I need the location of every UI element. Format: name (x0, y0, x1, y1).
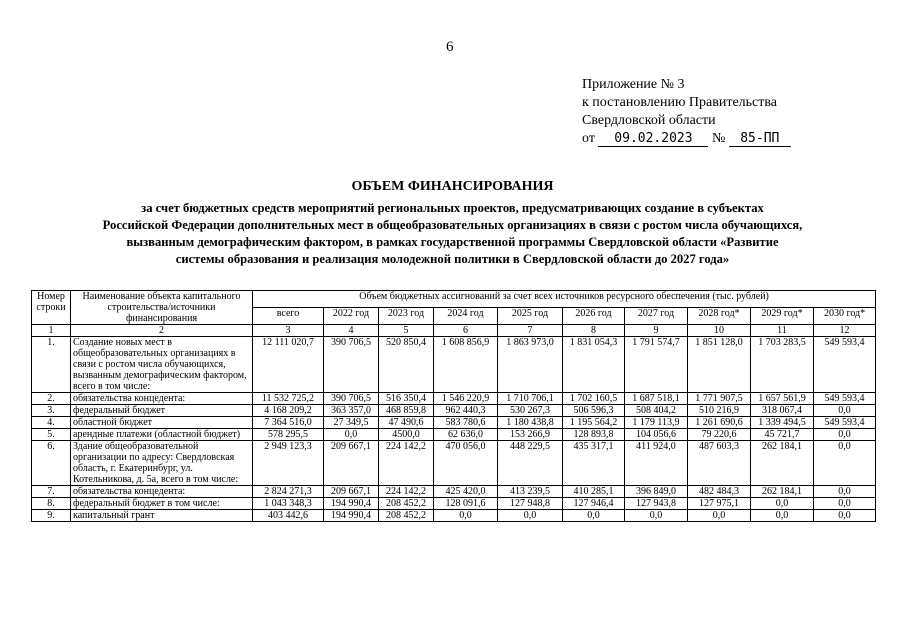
amount-cell: 413 239,5 (498, 486, 563, 498)
appendix-line-3: Свердловской области (582, 113, 716, 128)
amount-cell: 583 780,6 (434, 417, 498, 429)
amount-cell: 208 452,2 (379, 510, 434, 522)
row-number: 1. (32, 337, 71, 393)
amount-cell: 363 357,0 (324, 405, 379, 417)
amount-cell: 470 056,0 (434, 441, 498, 486)
column-number: 7 (498, 325, 563, 337)
amount-cell: 468 859,8 (379, 405, 434, 417)
amount-cell: 104 056,6 (625, 429, 688, 441)
amount-cell: 0,0 (751, 510, 814, 522)
amount-cell: 1 179 113,9 (625, 417, 688, 429)
amount-cell: 1 791 574,7 (625, 337, 688, 393)
row-name: капитальный грант (71, 510, 253, 522)
appendix-line-1: Приложение № 3 (582, 77, 685, 92)
row-number: 8. (32, 498, 71, 510)
amount-cell: 127 946,4 (563, 498, 625, 510)
column-number: 12 (814, 325, 876, 337)
header-year: 2024 год (434, 308, 498, 325)
table-row (32, 486, 876, 498)
header-volume: Объем бюджетных ассигнований за счет всех источников ресурсного обеспечения (тыс. рублей) (253, 291, 876, 308)
row-number: 7. (32, 486, 71, 498)
amount-cell: 549 593,4 (814, 337, 876, 393)
table-row (32, 337, 876, 393)
amount-cell: 1 863 973,0 (498, 337, 563, 393)
amount-cell: 482 484,3 (688, 486, 751, 498)
amount-cell: 0,0 (625, 510, 688, 522)
subtitle-line: вызванным демографическим фактором, в рамках государственной программы Свердловской области «Развитие (126, 235, 779, 249)
title-subtitle (0, 200, 905, 268)
amount-cell: 448 229,5 (498, 441, 563, 486)
amount-cell: 396 849,0 (625, 486, 688, 498)
row-number: 2. (32, 393, 71, 405)
amount-cell: 4 168 209,2 (253, 405, 324, 417)
amount-cell: 403 442,6 (253, 510, 324, 522)
amount-cell: 435 317,1 (563, 441, 625, 486)
amount-cell: 487 603,3 (688, 441, 751, 486)
column-number: 2 (71, 325, 253, 337)
amount-cell: 0,0 (434, 510, 498, 522)
table-row (32, 441, 876, 486)
amount-cell: 45 721,7 (751, 429, 814, 441)
amount-cell: 318 067,4 (751, 405, 814, 417)
amount-cell: 153 266,9 (498, 429, 563, 441)
table-row (32, 417, 876, 429)
column-number: 9 (625, 325, 688, 337)
amount-cell: 208 452,2 (379, 498, 434, 510)
number-prefix: № (711, 131, 726, 146)
amount-cell: 962 440,3 (434, 405, 498, 417)
document-title (0, 0, 905, 268)
amount-cell: 520 850,4 (379, 337, 434, 393)
amount-cell: 27 349,5 (324, 417, 379, 429)
amount-cell: 262 184,1 (751, 486, 814, 498)
table-row (32, 429, 876, 441)
amount-cell: 128 091,6 (434, 498, 498, 510)
column-number: 11 (751, 325, 814, 337)
amount-cell: 0,0 (814, 429, 876, 441)
amount-cell: 1 771 907,5 (688, 393, 751, 405)
amount-cell: 1 657 561,9 (751, 393, 814, 405)
header-year: 2029 год* (751, 308, 814, 325)
amount-cell: 209 667,1 (324, 441, 379, 486)
decree-number: 85-ПП (729, 131, 791, 147)
amount-cell: 1 546 220,9 (434, 393, 498, 405)
header-year: 2022 год (324, 308, 379, 325)
column-number: 8 (563, 325, 625, 337)
amount-cell: 0,0 (498, 510, 563, 522)
amount-cell: 530 267,3 (498, 405, 563, 417)
amount-cell: 224 142,2 (379, 441, 434, 486)
amount-cell: 390 706,5 (324, 337, 379, 393)
subtitle-line: Российской Федерации дополнительных мест в общеобразовательных организациях в связи с ростом числа обучающихся, (102, 218, 803, 232)
header-year: 2027 год (625, 308, 688, 325)
amount-cell: 1 703 283,5 (751, 337, 814, 393)
amount-cell: 411 924,0 (625, 441, 688, 486)
appendix-line-2: к постановлению Правительства (582, 95, 778, 110)
amount-cell: 510 216,9 (688, 405, 751, 417)
amount-cell: 0,0 (324, 429, 379, 441)
amount-cell: 578 295,5 (253, 429, 324, 441)
title-heading: ОБЪЕМ ФИНАНСИРОВАНИЯ (351, 179, 554, 194)
amount-cell: 1 043 348,3 (253, 498, 324, 510)
table-body (32, 325, 876, 522)
row-name: обязательства концедента: (71, 393, 253, 405)
amount-cell: 127 943,8 (625, 498, 688, 510)
header-year: 2023 год (379, 308, 434, 325)
amount-cell: 508 404,2 (625, 405, 688, 417)
row-name: Здание общеобразовательной организации по адресу: Свердловская область, г. Екатеринбург, ул. Котельникова, д. 5а, всего в том числе: (71, 441, 253, 486)
amount-cell: 128 893,8 (563, 429, 625, 441)
amount-cell: 1 702 160,5 (563, 393, 625, 405)
header-year: 2026 год (563, 308, 625, 325)
amount-cell: 4500,0 (379, 429, 434, 441)
amount-cell: 127 948,8 (498, 498, 563, 510)
amount-cell: 224 142,2 (379, 486, 434, 498)
amount-cell: 79 220,6 (688, 429, 751, 441)
decree-date: 09.02.2023 (598, 131, 708, 147)
row-number: 6. (32, 441, 71, 486)
amount-cell: 0,0 (563, 510, 625, 522)
financing-table (31, 290, 876, 522)
amount-cell: 194 990,4 (324, 510, 379, 522)
page-number: 6 (446, 39, 454, 55)
row-number: 5. (32, 429, 71, 441)
column-number: 3 (253, 325, 324, 337)
amount-cell: 0,0 (814, 405, 876, 417)
amount-cell: 0,0 (814, 510, 876, 522)
column-number: 4 (324, 325, 379, 337)
subtitle-line: за счет бюджетных средств мероприятий региональных проектов, предусматривающих создание в субъектах (141, 201, 764, 215)
amount-cell: 1 687 518,1 (625, 393, 688, 405)
amount-cell: 1 261 690,6 (688, 417, 751, 429)
row-number: 9. (32, 510, 71, 522)
row-name: Создание новых мест в общеобразовательных организациях в связи с ростом числа обучающихся, вызванным демографическим фактором, всего в том числе: (71, 337, 253, 393)
amount-cell: 1 710 706,1 (498, 393, 563, 405)
amount-cell: 549 593,4 (814, 393, 876, 405)
amount-cell: 62 636,0 (434, 429, 498, 441)
row-name: федеральный бюджет (71, 405, 253, 417)
amount-cell: 0,0 (751, 498, 814, 510)
amount-cell: 262 184,1 (751, 441, 814, 486)
header-object-name: Наименование объекта капитального строительства/источники финансирования (71, 291, 253, 325)
column-numbers-row (32, 325, 876, 337)
subtitle-line: системы образования и реализация молодежной политики в Свердловской области до 2027 года» (175, 252, 730, 266)
table-row (32, 510, 876, 522)
header-year: всего (253, 308, 324, 325)
amount-cell: 0,0 (814, 486, 876, 498)
row-name: обязательства концедента: (71, 486, 253, 498)
amount-cell: 0,0 (814, 498, 876, 510)
row-name: федеральный бюджет в том числе: (71, 498, 253, 510)
amount-cell: 549 593,4 (814, 417, 876, 429)
amount-cell: 2 949 123,3 (253, 441, 324, 486)
amount-cell: 2 824 271,3 (253, 486, 324, 498)
header-year: 2025 год (498, 308, 563, 325)
column-number: 1 (32, 325, 71, 337)
amount-cell: 1 831 054,3 (563, 337, 625, 393)
amount-cell: 390 706,5 (324, 393, 379, 405)
amount-cell: 0,0 (814, 441, 876, 486)
amount-cell: 1 851 128,0 (688, 337, 751, 393)
amount-cell: 1 195 564,2 (563, 417, 625, 429)
column-number: 6 (434, 325, 498, 337)
header-year: 2028 год* (688, 308, 751, 325)
amount-cell: 425 420,0 (434, 486, 498, 498)
row-number: 4. (32, 417, 71, 429)
table-row (32, 393, 876, 405)
amount-cell: 506 596,3 (563, 405, 625, 417)
column-number: 5 (379, 325, 434, 337)
amount-cell: 47 490,6 (379, 417, 434, 429)
date-prefix: от (582, 131, 595, 146)
row-name: областной бюджет (71, 417, 253, 429)
amount-cell: 0,0 (688, 510, 751, 522)
amount-cell: 7 364 516,0 (253, 417, 324, 429)
header-row-number: Номер строки (32, 291, 71, 325)
amount-cell: 12 111 020,7 (253, 337, 324, 393)
column-number: 10 (688, 325, 751, 337)
amount-cell: 1 339 494,5 (751, 417, 814, 429)
amount-cell: 209 667,1 (324, 486, 379, 498)
amount-cell: 194 990,4 (324, 498, 379, 510)
amount-cell: 516 350,4 (379, 393, 434, 405)
amount-cell: 11 532 725,2 (253, 393, 324, 405)
amount-cell: 1 180 438,8 (498, 417, 563, 429)
row-name: арендные платежи (областной бюджет) (71, 429, 253, 441)
amount-cell: 127 975,1 (688, 498, 751, 510)
amount-cell: 410 285,1 (563, 486, 625, 498)
table-row (32, 405, 876, 417)
header-year: 2030 год* (814, 308, 876, 325)
row-number: 3. (32, 405, 71, 417)
amount-cell: 1 608 856,9 (434, 337, 498, 393)
table-row (32, 498, 876, 510)
